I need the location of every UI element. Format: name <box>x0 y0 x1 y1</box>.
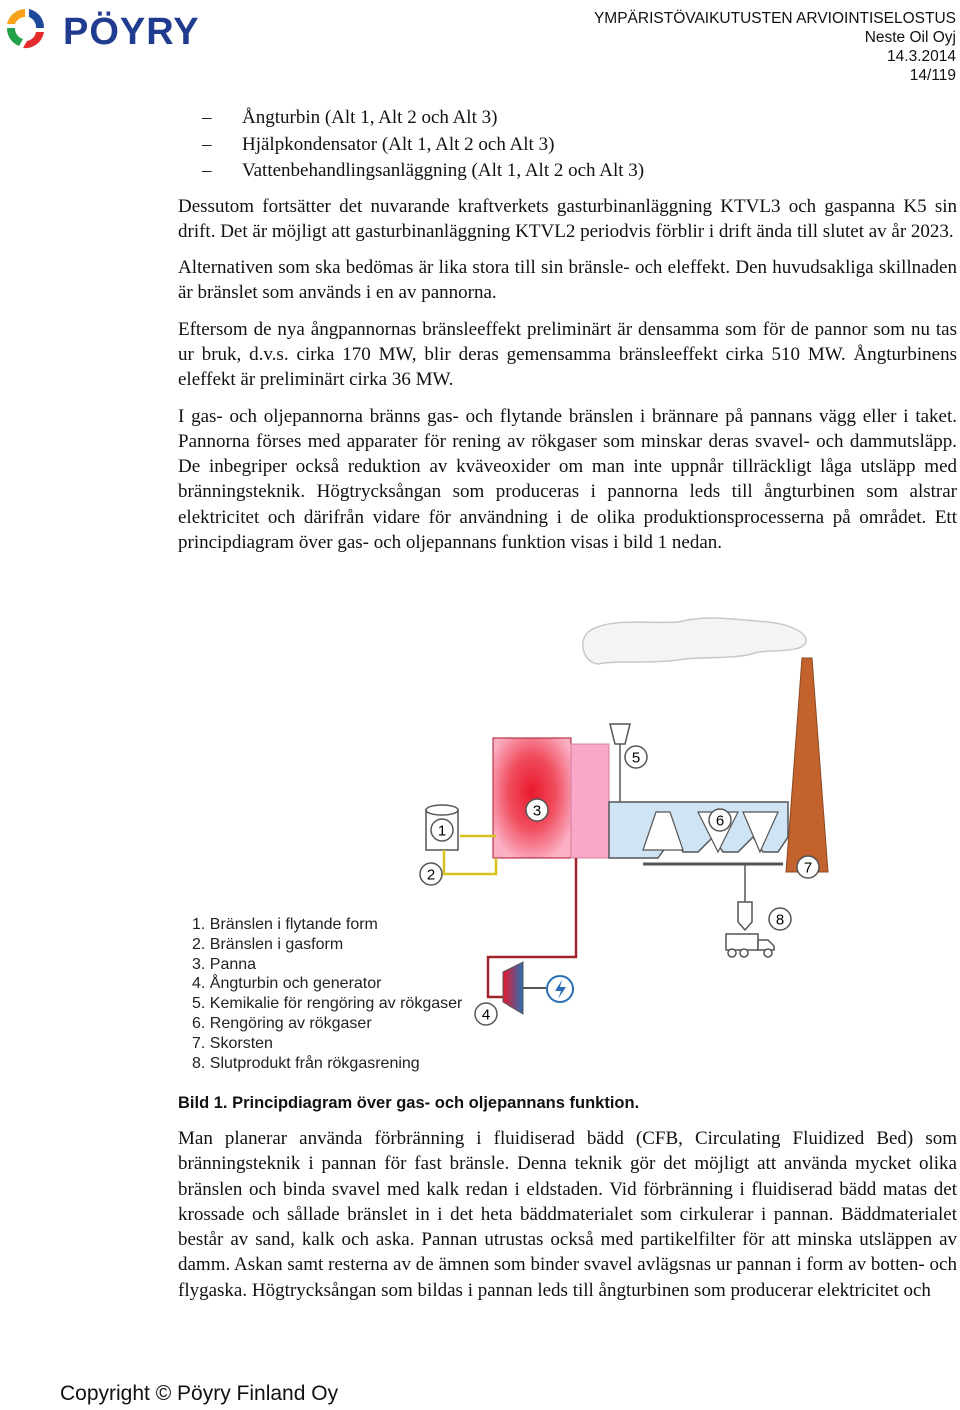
svg-text:8: 8 <box>775 911 785 929</box>
page-header <box>594 9 956 85</box>
svg-text:7: 7 <box>803 859 813 877</box>
legend-item: 7. Skorsten <box>192 1034 273 1052</box>
paragraph: I gas- och oljepannorna bränns gas- och flytande bränslen i brännare på pannans vägg eller i taket. Pannorna förses med apparater för rening av rökgaser som minskar deras svavel- och dammutsläpp. De inbegriper också reduktion av kväveoxider om man inte uppnår tillräckligt låga utsläpp med bränningsteknik. Högtrycksångan som produceras i pannorna leds till ångturbinen som alstrar elektricitet och därifrån vidare för användning i de olika produktionsprocesserna på området. Ett principdiagram över gas- och oljepannans funktion visas i bild 1 nedan. <box>178 405 957 554</box>
legend-item: 4. Ångturbin och generator <box>192 975 382 993</box>
paragraph: Alternativen som ska bedömas är lika stora till sin bränsle- och eleffekt. Den huvudsakliga skillnaden är bränslet som används i en av pannorna. <box>178 257 957 304</box>
boiler <box>493 738 571 858</box>
label-circle-7 <box>797 856 819 878</box>
steam-turbine <box>503 962 523 1014</box>
page-number: 14/119 <box>909 67 956 84</box>
stack <box>786 658 828 872</box>
svg-text:4: 4 <box>481 1006 491 1024</box>
label-circle-4 <box>475 1003 497 1025</box>
poyry-logo-mark <box>7 9 44 48</box>
doc-title: YMPÄRISTÖVAIKUTUSTEN ARVIOINTISELOSTUS <box>593 10 956 27</box>
poyry-logo <box>3 6 248 52</box>
paragraph: Dessutom fortsätter det nuvarande kraftverkets gasturbinanläggning KTVL3 och gaspanna K5 sin drift. Det är möjligt att gasturbinanläggning KTVL2 periodvis förblir i drift ända till slutet av år 2023. <box>178 195 957 242</box>
svg-text:2: 2 <box>426 866 436 884</box>
list-item: – Ångturbin (Alt 1, Alt 2 och Alt 3) <box>178 105 957 132</box>
label-circle-3 <box>526 799 548 821</box>
chemical-silo <box>610 724 630 744</box>
legend-item: 6. Rengöring av rökgaser <box>192 1014 372 1032</box>
main-content <box>178 105 957 566</box>
label-circle-1 <box>431 819 453 841</box>
company-name: Neste Oil Oyj <box>864 29 956 46</box>
smoke-plume <box>583 618 806 664</box>
legend-item: 3. Panna <box>192 955 257 973</box>
fuel-line-gas <box>444 850 496 874</box>
equipment-list <box>178 105 957 185</box>
label-circle-6 <box>709 809 731 831</box>
svg-text:1: 1 <box>437 822 447 840</box>
doc-date: 14.3.2014 <box>887 48 956 65</box>
product-silo <box>738 902 752 930</box>
figure-caption: Bild 1. Principdiagram över gas- och oljepannans funktion. <box>178 1094 640 1112</box>
boiler-duct <box>571 744 609 858</box>
copyright-footer: Copyright © Pöyry Finland Oy <box>60 1382 339 1405</box>
label-circle-8 <box>769 908 791 930</box>
label-circle-2 <box>420 863 442 885</box>
list-item: – Hjälpkondensator (Alt 1, Alt 2 och Alt 3) <box>178 132 957 159</box>
paragraph: Man planerar använda förbränning i fluidiserad bädd (CFB, Circulating Fluidized Bed) som bränningsteknik i pannan för fast bränsle. Denna teknik gör det möjligt att använda mycket olika bränslen och binda svavel med kalk redan i eldstaden. Vid förbränning i fluidiserad bädd matas det krossade och sållade bränslet in i det heta bäddmaterialet som cirkulerar i pannan. Bäddmaterialet består av sand, kalk och aska. Pannan utrustas också med partikelfilter för att minska utsläppen av damm. Askan samt resterna av de ämnen som binder svavel avlägsnas ur pannan i form av botten- och flygaska. Högtrycksångan som bildas i pannan leds till ångturbinen som producerar elektricitet och <box>178 1128 957 1301</box>
legend-item: 8. Slutprodukt från rökgasrening <box>192 1054 420 1072</box>
legend-item: 1. Bränslen i flytande form <box>192 916 378 933</box>
svg-text:5: 5 <box>631 749 641 767</box>
diagram-legend <box>192 915 462 1073</box>
truck-icon <box>726 934 774 957</box>
label-circle-5 <box>625 746 647 768</box>
poyry-logo-text: PÖYRY <box>63 11 200 52</box>
main-content-continued <box>178 1126 957 1314</box>
paragraph: Eftersom de nya ångpannornas bränsleeffekt preliminärt är densamma som för de pannor som nu tas ur bruk, d.v.s. cirka 170 MW, blir deras gemensamma bränsleeffekt cirka 510 MW. Ångturbinens eleffekt är preliminärt cirka 36 MW. <box>178 318 957 391</box>
legend-item: 2. Bränslen i gasform <box>192 935 344 953</box>
svg-text:3: 3 <box>532 802 542 820</box>
svg-text:6: 6 <box>715 812 725 830</box>
list-item: – Vattenbehandlingsanläggning (Alt 1, Alt 2 och Alt 3) <box>178 158 957 185</box>
legend-item: 5. Kemikalie för rengöring av rökgaser <box>192 995 463 1013</box>
